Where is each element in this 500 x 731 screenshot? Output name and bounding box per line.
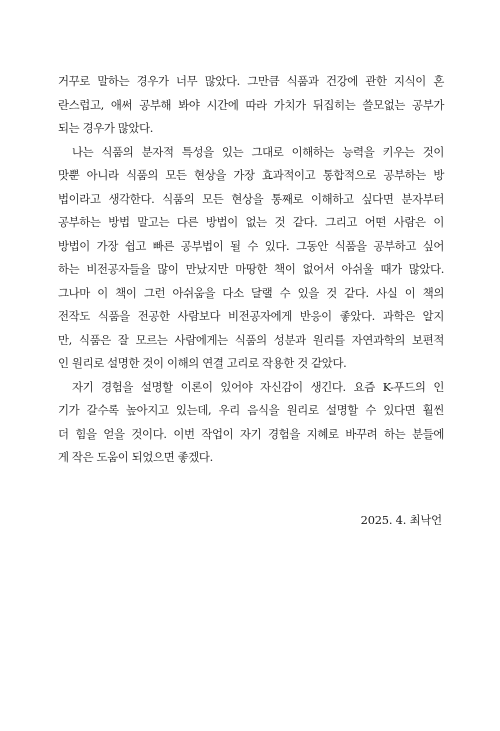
text-line: 그나마 이 책이 그런 아쉬움을 다소 달랠 수 있을 것 같다. 사실 이 책의	[58, 285, 444, 300]
preface-body	[58, 70, 444, 470]
text-line: 전작도 식품을 전공한 사람보다 비전공자에게 반응이 좋았다. 과학은 알지	[58, 309, 444, 323]
text-line: 방법이 가장 쉽고 빠른 공부법이 될 수 있다. 그동안 식품을 공부하고 싶어	[58, 238, 444, 253]
text-line: 만, 식품은 잘 모르는 사람에게는 식품의 성분과 원리를 자연과학의 보편적	[58, 332, 444, 347]
text-line: 인 원리로 설명한 것이 이해의 연결 고리로 작용한 것 같았다.	[58, 356, 347, 370]
text-line: 법이라고 생각한다. 식품의 모든 현상을 통째로 이해하고 싶다면 분자부터	[58, 191, 444, 206]
text-line: 하는 비전공자들을 많이 만났지만 마땅한 책이 없어서 아쉬울 때가 많았다.	[58, 262, 444, 276]
paragraph	[58, 141, 444, 376]
paragraph	[58, 70, 444, 141]
text-line: 더 힘을 얻을 것이다. 이번 작업이 자기 경험을 지혜로 바꾸려 하는 분들에	[58, 426, 444, 441]
text-line: 란스럽고, 애써 공부해 봐야 시간에 따라 가치가 뒤집히는 쓸모없는 공부가	[58, 97, 444, 112]
text-line: 거꾸로 말하는 경우가 너무 많았다. 그만큼 식품과 건강에 관한 지식이 혼	[58, 74, 444, 88]
paragraph	[58, 376, 444, 470]
text-line: 되는 경우가 많았다.	[58, 121, 154, 135]
text-line: 게 작은 도움이 되었으면 좋겠다.	[58, 450, 213, 464]
text-line: 공부하는 방법 말고는 다른 방법이 없는 것 같다. 그리고 어떤 사람은 이	[58, 215, 444, 229]
text-line: 맛뿐 아니라 식품의 모든 현상을 가장 효과적이고 통합적으로 공부하는 방	[58, 168, 444, 182]
text-line: 기가 갈수록 높아지고 있는데, 우리 음식을 원리로 설명할 수 있다면 훨씬	[58, 403, 444, 417]
text-line: 나는 식품의 분자적 특성을 있는 그대로 이해하는 능력을 키우는 것이	[72, 144, 444, 159]
author-signature: 2025. 4. 최낙언	[360, 513, 442, 527]
text-line: 자기 경험을 설명할 이론이 있어야 자신감이 생긴다. 요즘 K-푸드의 인	[72, 379, 444, 394]
